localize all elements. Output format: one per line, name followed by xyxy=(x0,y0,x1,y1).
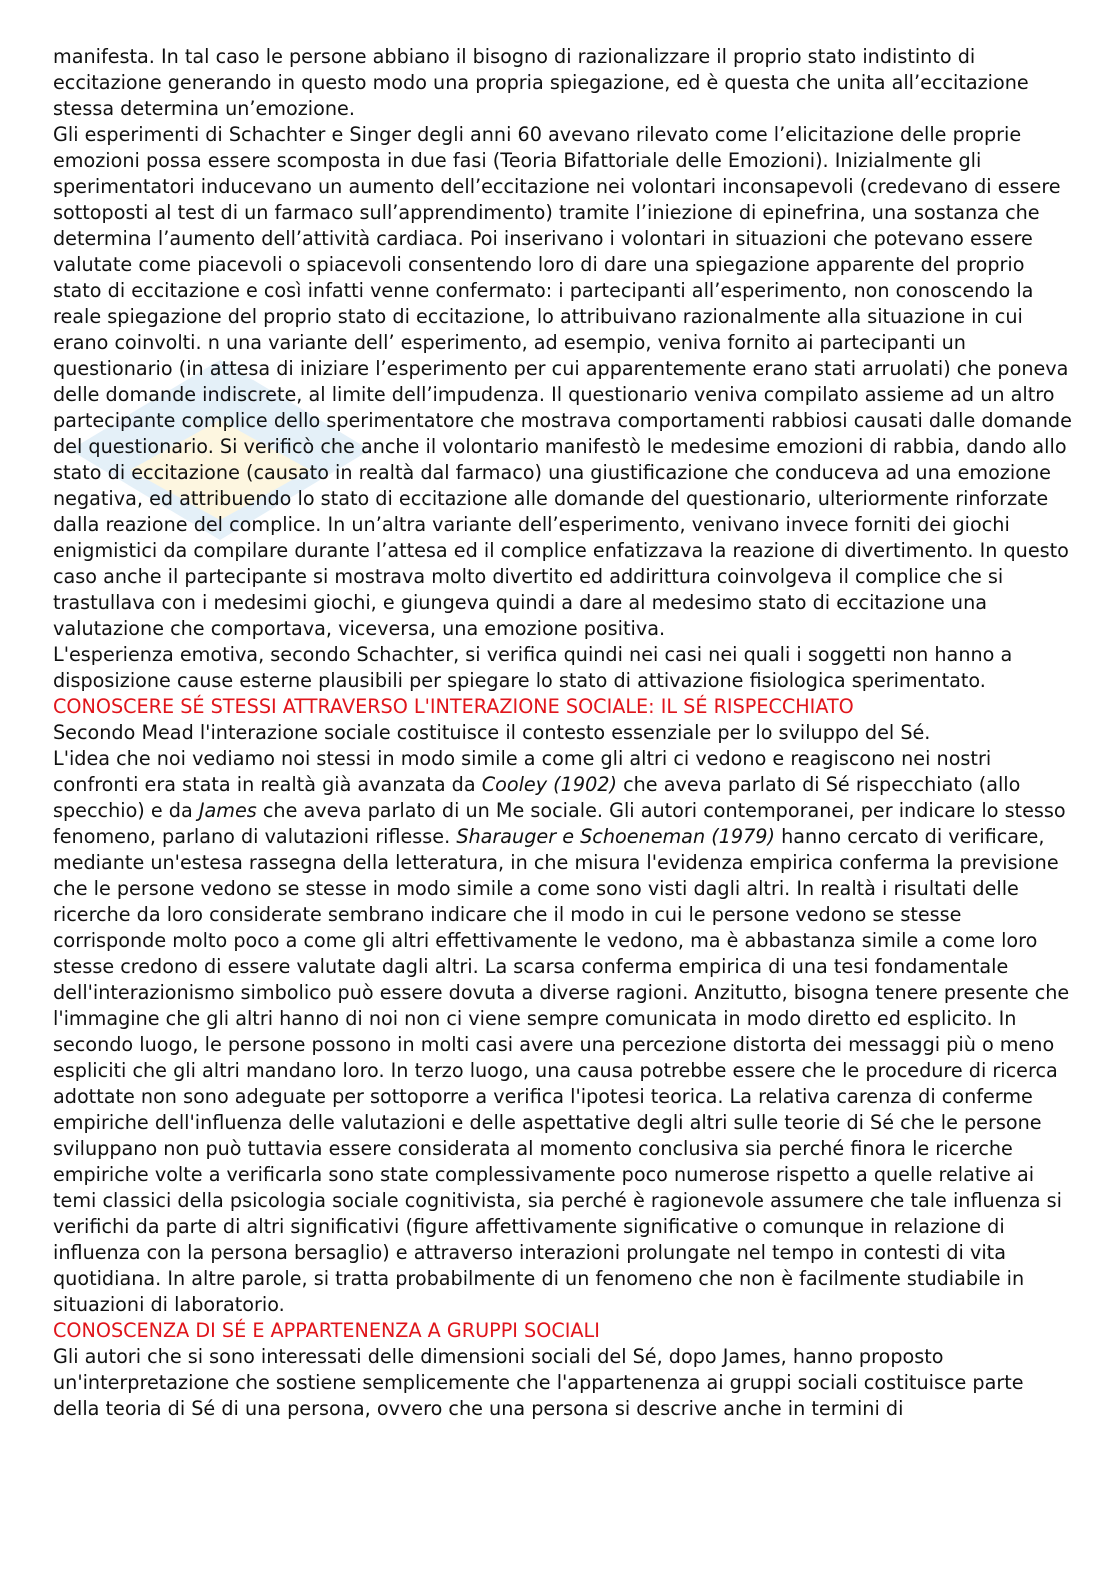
citation-james: James xyxy=(198,799,257,822)
section-heading-social-groups: CONOSCENZA DI SÉ E APPARTENENZA A GRUPPI SOCIALI xyxy=(53,1319,600,1342)
paragraph-schachter-singer: Gli esperimenti di Schachter e Singer degli anni 60 avevano rilevato come l’elicitazione delle proprie emozioni possa essere scomposta in due fasi (Teoria Bifattoriale delle Emozioni). Inizialmente gli sperimentatori inducevano un aumento dell’eccitazione nei volontari inconsapevoli (credevano di essere sottoposti al test di un farmaco sull’apprendimento) tramite l’iniezione di epinefrina, una sostanza che determina l’aumento dell’attività cardiaca. Poi inserivano i volontari in situazioni che potevano essere valutate come piacevoli o spiacevoli consentendo loro di dare una spiegazione apparente del proprio stato di eccitazione e così infatti venne confermato: i partecipanti all’esperimento, non conoscendo la reale spiegazione del proprio stato di eccitazione, lo attribuivano razionalmente alla situazione in cui erano coinvolti. n una variante dell’ esperimento, ad esempio, veniva fornito ai partecipanti un questionario (in attesa di iniziare l’esperimento per cui apparentemente erano stati arruolati) che poneva delle domande indiscrete, al limite dell’impudenza. Il questionario veniva compilato assieme ad un altro partecipante complice dello sperimentatore che mostrava comportamenti rabbiosi causati dalle domande del questionario. Si verificò che anche il volontario manifestò le medesime emozioni di rabbia, dando allo stato di eccitazione (causato in realtà dal farmaco) una giustificazione che conduceva ad una emozione negativa, ed attribuendo lo stato di eccitazione alle domande del questionario, ulteriormente rinforzate dalla reazione del complice. In un’altra variante dell’esperimento, venivano invece forniti dei giochi enigmistici da compilare durante l’attesa ed il complice enfatizzava la reazione di divertimento. In questo caso anche il partecipante si mostrava molto divertito ed addirittura coinvolgeva il complice che si trastullava con i medesimi giochi, e giungeva quindi a dare al medesimo stato di eccitazione una valutazione che comportava, viceversa, una emozione positiva. xyxy=(53,123,1072,640)
document-page xyxy=(53,44,1073,1422)
paragraph-reflected-appraisals xyxy=(53,746,1073,1318)
citation-sharauger: Sharauger e Schoeneman (1979) xyxy=(456,825,776,848)
paragraph-social-dimensions: Gli autori che si sono interessati delle dimensioni sociali del Sé, dopo James, hanno proposto un'interpretazione che sostiene semplicemente che l'appartenenza ai gruppi sociali costituisce parte della teoria di Sé di una persona, ovvero che una persona si descrive anche in termini di xyxy=(53,1345,1024,1420)
paragraph-mead: Secondo Mead l'interazione sociale costituisce il contesto essenziale per lo sviluppo del Sé. xyxy=(53,721,931,744)
text-run: L'idea che noi vediamo noi stessi in modo simile a come gli altri ci vedono e reagiscono nei nostri confronti era stata in realtà già avanzata da xyxy=(53,747,992,796)
text-run: hanno cercato di verificare, mediante un'estesa rassegna della letteratura, in che misura l'evidenza empirica conferma la previsione che le persone vedono se stesse in modo simile a come sono visti dagli altri. In realtà i risultati delle ricerche da loro considerate sembrano indicare che il modo in cui le persone vedono se stesse corrisponde molto poco a come gli altri effettivamente le vedono, ma è abbastanza simile a come loro stesse credono di essere valutate dagli altri. La scarsa conferma empirica di una tesi fondamentale dell'interazionismo simbolico può essere dovuta a diverse ragioni. Anzitutto, bisogna tenere presente che l'immagine che gli altri hanno di noi non ci viene sempre comunicata in modo diretto ed esplicito. In secondo luogo, le persone possono in molti casi avere una percezione distorta dei messaggi più o meno espliciti che gli altri mandano loro. In terzo luogo, una causa potrebbe essere che le procedure di ricerca adottate non sono adeguate per sottoporre a verifica l'ipotesi teorica. La relativa carenza di conferme empiriche dell'influenza delle valutazioni e delle aspettative degli altri sulle teorie di Sé che le persone sviluppano non può tuttavia essere considerata al momento conclusiva sia perché finora le ricerche empiriche volte a verificarla sono state complessivamente poco numerose rispetto a quelle relative ai temi classici della psicologia sociale cognitivista, sia perché è ragionevole assumere che tale influenza si verifichi da parte di altri significativi (figure affettivamente significative o comunque in relazione di influenza con la persona bersaglio) e attraverso interazioni prolungate nel tempo in contesti di vita quotidiana. In altre parole, si tratta probabilmente di un fenomeno che non è facilmente studiabile in situazioni di laboratorio. xyxy=(53,825,1070,1316)
text-run: che aveva parlato di un Me sociale. Gli autori contemporanei, per indicare lo stesso fenomeno, parlano di valutazioni riflesse. xyxy=(53,799,1066,848)
paragraph-emotional-experience: L'esperienza emotiva, secondo Schachter, si verifica quindi nei casi nei quali i soggetti non hanno a disposizione cause esterne plausibili per spiegare lo stato di attivazione fisiologica sperimentato. xyxy=(53,643,1013,692)
section-heading-self-reflection: CONOSCERE SÉ STESSI ATTRAVERSO L'INTERAZIONE SOCIALE: IL SÉ RISPECCHIATO xyxy=(53,695,854,718)
paragraph-intro: manifesta. In tal caso le persone abbiano il bisogno di razionalizzare il proprio stato indistinto di eccitazione generando in questo modo una propria spiegazione, ed è questa che unita all’eccitazione stessa determina un’emozione. xyxy=(53,45,1029,120)
text-run: che aveva parlato di Sé rispecchiato (allo specchio) e da xyxy=(53,773,1021,822)
citation-cooley: Cooley (1902) xyxy=(481,773,617,796)
